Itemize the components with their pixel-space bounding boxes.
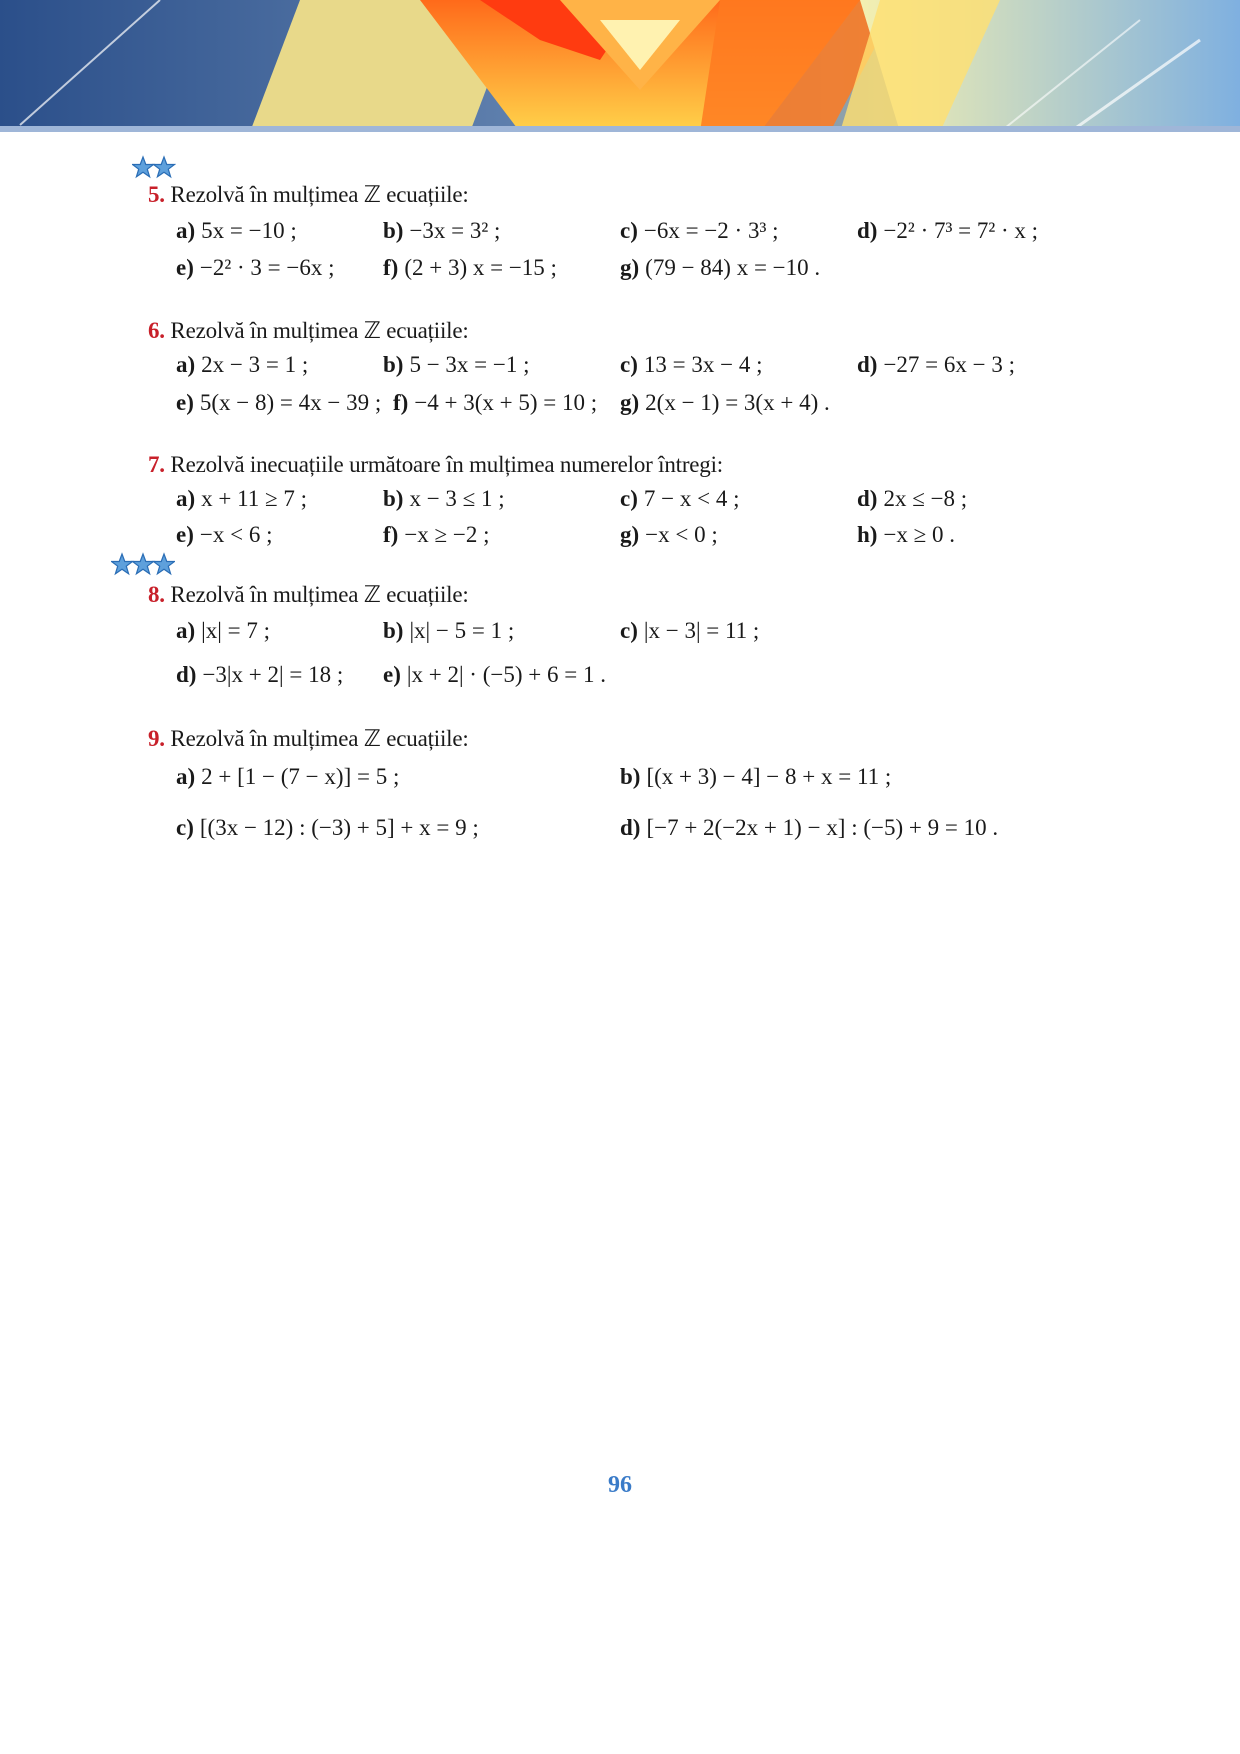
item-label: a) [176, 486, 196, 511]
item-label: c) [620, 486, 638, 511]
problem-5-heading [148, 182, 469, 208]
item-label: f) [383, 255, 399, 280]
item-expression: −3x = 3² ; [409, 218, 501, 243]
problem-6-item-d [857, 352, 1015, 378]
problem-7-item-a [176, 486, 307, 512]
problem-6-heading [148, 318, 469, 344]
problem-8-item-e [383, 662, 606, 688]
item-expression: |x| = 7 ; [201, 618, 270, 643]
item-expression: 2(x − 1) = 3(x + 4) . [645, 390, 830, 415]
item-label: b) [620, 764, 641, 789]
item-expression: [(3x − 12) : (−3) + 5] + x = 9 ; [199, 815, 479, 840]
problem-6-item-g [620, 390, 830, 416]
item-label: d) [857, 352, 878, 377]
item-expression: 2x ≤ −8 ; [883, 486, 968, 511]
problem-7-item-b [383, 486, 505, 512]
problem-6-item-a [176, 352, 308, 378]
item-label: a) [176, 618, 196, 643]
problem-number: 7. [148, 452, 165, 477]
problem-title: Rezolvă în mulțimea ℤ ecuațiile: [170, 182, 469, 207]
problem-9-heading [148, 726, 469, 752]
item-expression: −2² · 7³ = 7² · x ; [883, 218, 1039, 243]
item-label: c) [620, 352, 638, 377]
item-label: c) [620, 618, 638, 643]
item-expression: 5 − 3x = −1 ; [409, 352, 530, 377]
item-label: e) [383, 662, 401, 687]
problem-5-item-c [620, 218, 778, 244]
item-label: h) [857, 522, 878, 547]
item-expression: |x + 2| · (−5) + 6 = 1 . [406, 662, 606, 687]
item-expression: −x ≥ −2 ; [404, 522, 490, 547]
item-expression: −3|x + 2| = 18 ; [202, 662, 344, 687]
item-expression: −6x = −2 · 3³ ; [643, 218, 779, 243]
problem-title: Rezolvă inecuațiile următoare în mulțimea numerelor întregi: [170, 452, 723, 477]
item-expression: x + 11 ≥ 7 ; [201, 486, 308, 511]
item-expression: 5(x − 8) = 4x − 39 ; [199, 390, 382, 415]
problem-9-item-c [176, 815, 479, 841]
problem-title: Rezolvă în mulțimea ℤ ecuațiile: [170, 318, 469, 343]
item-expression: 5x = −10 ; [201, 218, 297, 243]
item-expression: −2² · 3 = −6x ; [199, 255, 335, 280]
problem-7-item-h [857, 522, 955, 548]
item-label: c) [620, 218, 638, 243]
problem-8-item-c [620, 618, 759, 644]
item-label: b) [383, 352, 404, 377]
item-label: a) [176, 218, 196, 243]
problem-5-item-f [383, 255, 557, 281]
item-expression: 2x − 3 = 1 ; [201, 352, 309, 377]
item-label: b) [383, 218, 404, 243]
three-stars-icon [111, 552, 175, 580]
item-label: f) [383, 522, 399, 547]
item-label: g) [620, 522, 640, 547]
problem-5-item-e [176, 255, 334, 281]
abstract-architecture-banner [0, 0, 1240, 132]
item-expression: |x| − 5 = 1 ; [409, 618, 515, 643]
problem-6-item-e [176, 390, 381, 416]
item-expression: (79 − 84) x = −10 . [645, 255, 821, 280]
item-expression: −x < 6 ; [199, 522, 273, 547]
item-label: e) [176, 522, 194, 547]
problem-number: 6. [148, 318, 165, 343]
problem-number: 9. [148, 726, 165, 751]
problem-title: Rezolvă în mulțimea ℤ ecuațiile: [170, 726, 469, 751]
item-label: d) [857, 218, 878, 243]
problem-8-heading [148, 582, 469, 608]
problem-5-item-d [857, 218, 1038, 244]
item-expression: [(x + 3) − 4] − 8 + x = 11 ; [646, 764, 892, 789]
problem-8-item-d [176, 662, 343, 688]
header-banner [0, 0, 1240, 132]
problem-7-item-f [383, 522, 490, 548]
item-label: f) [393, 390, 409, 415]
item-label: e) [176, 255, 194, 280]
problem-9-item-b [620, 764, 891, 790]
problem-7-item-c [620, 486, 739, 512]
item-label: a) [176, 352, 196, 377]
page-number: 96 [608, 1472, 632, 1498]
item-label: g) [620, 255, 640, 280]
item-expression: [−7 + 2(−2x + 1) − x] : (−5) + 9 = 10 . [646, 815, 999, 840]
item-label: c) [176, 815, 194, 840]
item-expression: 13 = 3x − 4 ; [643, 352, 763, 377]
problem-7-heading [148, 452, 723, 478]
item-label: e) [176, 390, 194, 415]
item-expression: −x ≥ 0 . [883, 522, 956, 547]
problem-6-item-f [393, 390, 597, 416]
item-label: d) [620, 815, 641, 840]
item-expression: 2 + [1 − (7 − x)] = 5 ; [201, 764, 400, 789]
item-expression: (2 + 3) x = −15 ; [404, 255, 557, 280]
item-expression: |x − 3| = 11 ; [643, 618, 760, 643]
item-expression: −x < 0 ; [645, 522, 718, 547]
problem-number: 8. [148, 582, 165, 607]
item-label: b) [383, 618, 404, 643]
problem-5-item-b [383, 218, 500, 244]
item-expression: x − 3 ≤ 1 ; [409, 486, 505, 511]
problem-5-item-a [176, 218, 297, 244]
problem-number: 5. [148, 182, 165, 207]
problem-9-item-a [176, 764, 399, 790]
item-label: g) [620, 390, 640, 415]
problem-6-item-b [383, 352, 530, 378]
problem-7-item-e [176, 522, 272, 548]
two-stars-icon [132, 155, 176, 183]
problem-9-item-d [620, 815, 998, 841]
problem-8-item-a [176, 618, 270, 644]
item-label: a) [176, 764, 196, 789]
item-expression: −4 + 3(x + 5) = 10 ; [414, 390, 598, 415]
problem-8-item-b [383, 618, 514, 644]
problem-title: Rezolvă în mulțimea ℤ ecuațiile: [170, 582, 469, 607]
item-label: b) [383, 486, 404, 511]
problem-6-item-c [620, 352, 762, 378]
problem-5-item-g [620, 255, 820, 281]
problem-7-item-d [857, 486, 967, 512]
item-expression: −27 = 6x − 3 ; [883, 352, 1016, 377]
item-label: d) [176, 662, 197, 687]
item-label: d) [857, 486, 878, 511]
item-expression: 7 − x < 4 ; [643, 486, 740, 511]
problem-7-item-g [620, 522, 718, 548]
